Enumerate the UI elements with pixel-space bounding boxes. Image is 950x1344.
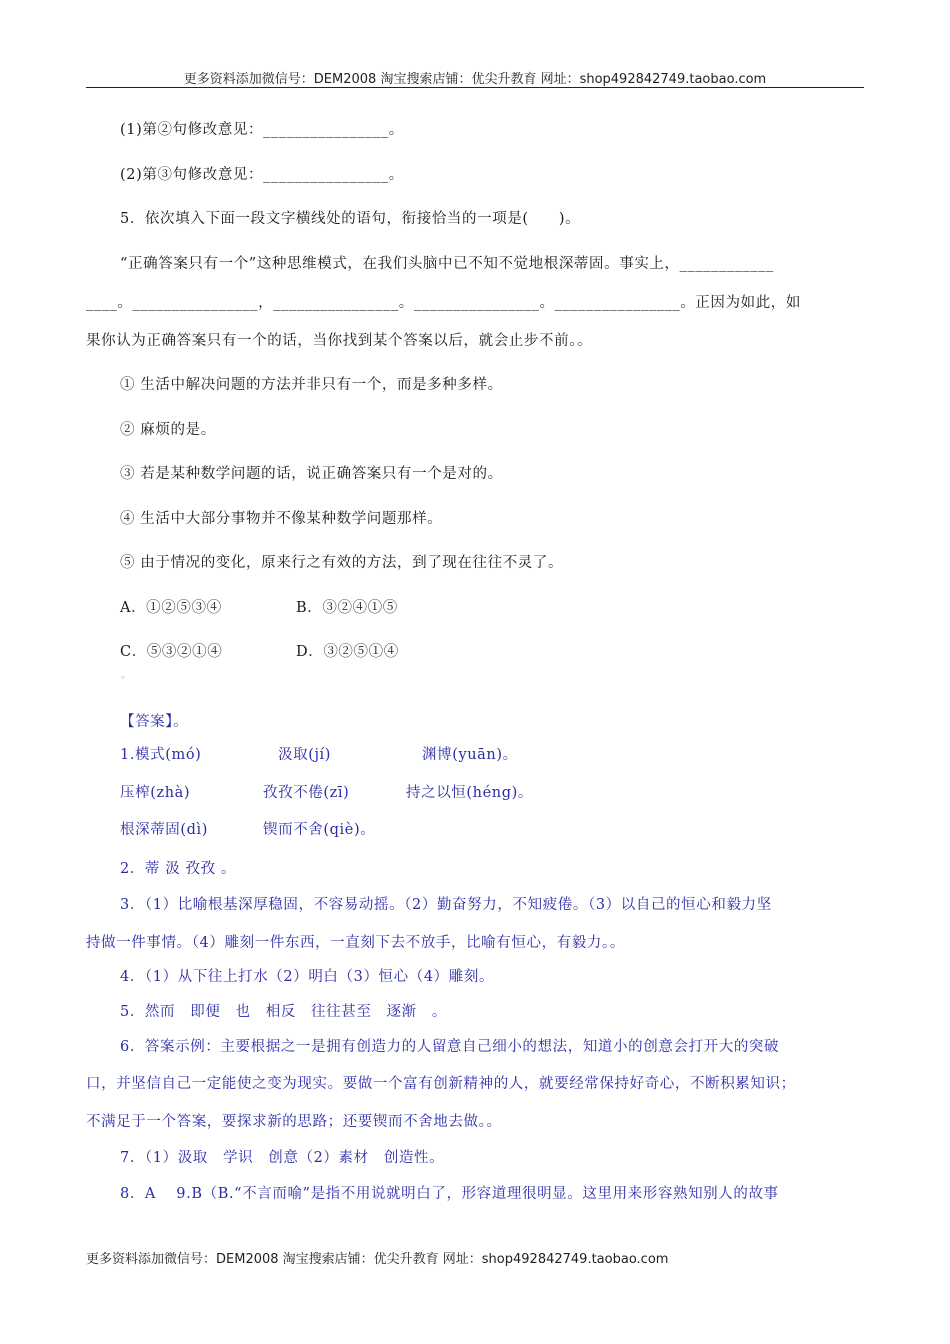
answer-1-item-4: 压榨(zhà)	[120, 785, 191, 801]
passage-line-2: ____。________________，________________。________________。________________。正因为如此，如	[86, 295, 801, 311]
options-row-1	[120, 596, 620, 617]
sentence-5: ⑤ 由于情况的变化，原来行之有效的方法，到了现在往往不灵了。	[120, 555, 564, 571]
options-row-2	[120, 640, 620, 661]
answer-1-item-2: 汲取(jí)	[278, 747, 332, 763]
page-header: 更多资料添加微信号：DEM2008 淘宝搜索店铺：优尖升教育 网址：shop492842749.taobao.com	[183, 72, 767, 87]
question-5-stem: 5．依次填入下面一段文字横线处的语句，衔接恰当的一项是( )。	[120, 211, 581, 227]
answer-4: 4．（1）从下往上打水（2）明白（3）恒心（4）雕刻。	[120, 969, 495, 985]
answer-1-item-5: 孜孜不倦(zī)	[263, 785, 350, 801]
answer-1-item-8: 锲而不舍(qiè)。	[263, 822, 376, 838]
answer-1-row-2	[120, 781, 720, 802]
answer-7: 7．（1）汲取 学识 创意（2）素材 创造性。	[120, 1150, 445, 1166]
answer-1-item-6: 持之以恒(héng)。	[406, 785, 533, 801]
blank-paragraph-mark: 。	[121, 670, 132, 681]
revise-line-1: (1)第②句修改意见：________________。	[120, 122, 404, 138]
sentence-4: ④ 生活中大部分事物并不像某种数学问题那样。	[120, 511, 443, 527]
option-a: A．①②⑤③④	[120, 600, 222, 616]
sentence-1: ① 生活中解决问题的方法并非只有一个，而是多种多样。	[120, 377, 503, 393]
answer-5: 5．然而 即便 也 相反 往往甚至 逐渐 。	[120, 1004, 447, 1020]
sentence-2: ② 麻烦的是。	[120, 422, 216, 438]
passage-line-1: “正确答案只有一个”这种思维模式，在我们头脑中已不知不觉地根深蒂固。事实上，____________	[120, 256, 774, 272]
answer-1-item-1: 1.模式(mó)	[120, 747, 202, 763]
passage-line-3: 果你认为正确答案只有一个的话，当你找到某个答案以后，就会止步不前。。	[86, 333, 593, 349]
answer-6-line-1: 6．答案示例：主要根据之一是拥有创造力的人留意自己细小的想法，知道小的创意会打开大的突破	[120, 1039, 780, 1055]
answer-3-line-1: 3．（1）比喻根基深厚稳固，不容易动摇。（2）勤奋努力，不知疲倦。（3）以自己的恒心和毅力坚	[120, 897, 772, 913]
answer-6-line-2: 口，并坚信自己一定能使之变为现实。要做一个富有创新精神的人，就要经常保持好奇心，不断积累知识；	[86, 1076, 796, 1092]
header-rule	[86, 87, 864, 88]
answer-1-row-1	[120, 743, 720, 764]
option-c: C．⑤③②①④	[120, 644, 223, 660]
page-footer: 更多资料添加微信号：DEM2008 淘宝搜索店铺：优尖升教育 网址：shop492842749.taobao.com	[86, 1252, 669, 1267]
sentence-3: ③ 若是某种数学问题的话，说正确答案只有一个是对的。	[120, 466, 503, 482]
answer-6-line-3: 不满足于一个答案，要探求新的思路；还要锲而不舍地去做。。	[86, 1114, 502, 1130]
option-d: D．③②⑤①④	[296, 644, 399, 660]
answer-1-row-3	[120, 818, 720, 839]
answer-2: 2．蒂 汲 孜孜 。	[120, 861, 237, 877]
answer-1-item-7: 根深蒂固(dì)	[120, 822, 209, 838]
revise-line-2: (2)第③句修改意见：________________。	[120, 167, 404, 183]
answer-1-item-3: 渊博(yuān)。	[422, 747, 518, 763]
answer-3-line-2: 持做一件事情。（4）雕刻一件东西，一直刻下去不放手，比喻有恒心，有毅力。。	[86, 935, 625, 951]
answers-title: 【答案】。	[120, 714, 189, 730]
option-b: B．③②④①⑤	[296, 600, 398, 616]
answer-8: 8．A 9.B（B.“不言而喻”是指不用说就明白了，形容道理很明显。这里用来形容熟知别人的故事	[120, 1186, 779, 1202]
